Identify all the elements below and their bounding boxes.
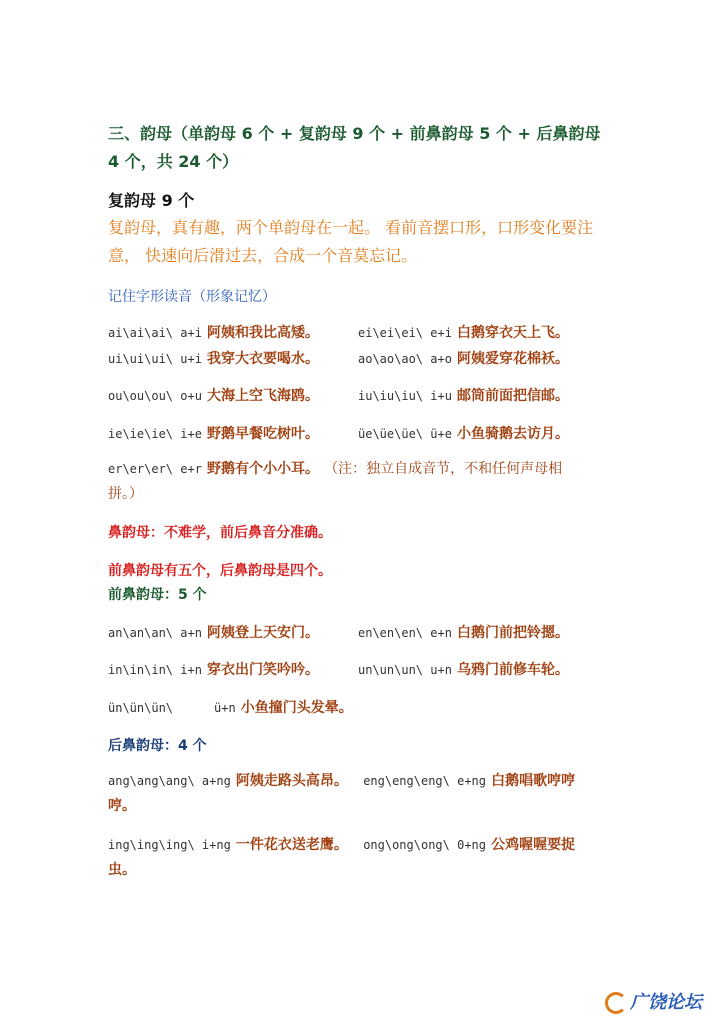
logo-g-icon	[605, 992, 627, 1014]
section-title: 三、韵母（单韵母 6 个 + 复韵母 9 个 + 前鼻韵母 5 个 + 后鼻韵母 4 个，共 24 个）	[108, 124, 601, 171]
logo-text: 广饶论坛	[630, 992, 702, 1013]
final-code: ui\ui\ui\ u+i	[108, 352, 202, 366]
mnemonic-text: 小鱼撞门头发晕。	[240, 700, 353, 716]
final-code: ing\ing\ing\ i+ng	[108, 838, 231, 852]
final-code: üe\üe\üe\ ü+e	[358, 427, 452, 441]
front-row	[214, 697, 353, 717]
back-row	[108, 768, 598, 818]
compound-row	[358, 423, 569, 443]
nasal-intro: 鼻韵母：不难学，前后鼻音分准确。	[108, 525, 332, 541]
mnemonic-text: 小鱼骑鹅去访月。	[457, 426, 570, 442]
final-code: an\an\an\ a+n	[108, 626, 202, 640]
front-row	[108, 622, 319, 642]
compound-row	[108, 423, 319, 443]
mnemonic-text: 穿衣出门笑吟吟。	[207, 662, 320, 678]
compound-row	[108, 348, 319, 368]
final-code: ie\ie\ie\ i+e	[108, 427, 202, 441]
nasal-summary: 前鼻韵母有五个，后鼻韵母是四个。	[108, 563, 332, 579]
compound-row	[358, 385, 569, 405]
mnemonic-text: 乌鸦门前修车轮。	[457, 662, 570, 678]
final-code: ang\ang\ang\ a+ng	[108, 774, 231, 788]
final-code: ü+n	[214, 701, 236, 715]
mnemonic-text: 白鹅门前把铃摁。	[457, 625, 570, 641]
mnemonic-text: 阿姨登上天安门。	[207, 625, 320, 641]
forum-logo	[605, 988, 702, 1014]
mnemonic-text: 野鹅有个小小耳。	[207, 461, 320, 477]
final-code: ou\ou\ou\ o+u	[108, 389, 202, 403]
compound-row	[108, 385, 319, 405]
front-row	[108, 697, 173, 716]
final-code: iu\iu\iu\ i+u	[358, 389, 452, 403]
final-code: er\er\er\ e+r	[108, 462, 202, 476]
final-code: in\in\in\ i+n	[108, 663, 202, 677]
compound-row	[108, 322, 319, 342]
mnemonic-text: 大海上空飞海鸥。	[207, 388, 320, 404]
final-code: ai\ai\ai\ a+i	[108, 326, 202, 340]
mnemonic-text: 白鹅唱歌哼哼哼。	[108, 773, 576, 814]
compound-last-row	[108, 456, 588, 506]
final-code: eng\eng\eng\ e+ng	[363, 774, 487, 788]
back-nasal-heading: 后鼻韵母：4 个	[108, 738, 207, 754]
mnemonic-text: 阿姨走路头高昂。	[235, 773, 348, 789]
compound-description: 复韵母，真有趣，两个单韵母在一起。 看前音摆口形，口形变化要注意， 快速向后滑过去，合成一个音莫忘记。	[108, 218, 594, 265]
final-code: ün\ün\ün\	[108, 701, 174, 715]
front-nasal-heading: 前鼻韵母：5 个	[108, 587, 207, 603]
mnemonic-text: 阿姨爱穿花棉袄。	[457, 351, 570, 367]
mnemonic-text: 邮筒前面把信邮。	[457, 388, 570, 404]
back-row	[108, 832, 598, 882]
mnemonic-text: 白鹅穿衣天上飞。	[457, 325, 570, 341]
mnemonic-text: 野鹅早餐吃树叶。	[207, 426, 320, 442]
compound-row	[358, 348, 569, 368]
mnemonic-text: 阿姨和我比高矮。	[207, 325, 320, 341]
front-row	[108, 659, 319, 679]
compound-row	[358, 322, 569, 342]
final-code: ong\ong\ong\ 0+ng	[363, 838, 487, 852]
mnemonic-text: 我穿大衣要喝水。	[207, 351, 320, 367]
compound-heading: 复韵母 9 个	[108, 191, 195, 210]
final-code: un\un\un\ u+n	[358, 663, 452, 677]
final-code: en\en\en\ e+n	[358, 626, 452, 640]
mnemonic-text: 一件花衣送老鹰。	[235, 837, 348, 853]
memory-tip: 记住字形读音（形象记忆）	[108, 289, 276, 305]
final-code: ao\ao\ao\ a+o	[358, 352, 452, 366]
front-row	[358, 622, 569, 642]
final-code: ei\ei\ei\ e+i	[358, 326, 452, 340]
mnemonic-text: 公鸡喔喔要捉虫。	[108, 837, 576, 878]
front-row	[358, 659, 569, 679]
note-text: （注：独立自成音节，不和任何声母相拼。）	[108, 461, 563, 502]
